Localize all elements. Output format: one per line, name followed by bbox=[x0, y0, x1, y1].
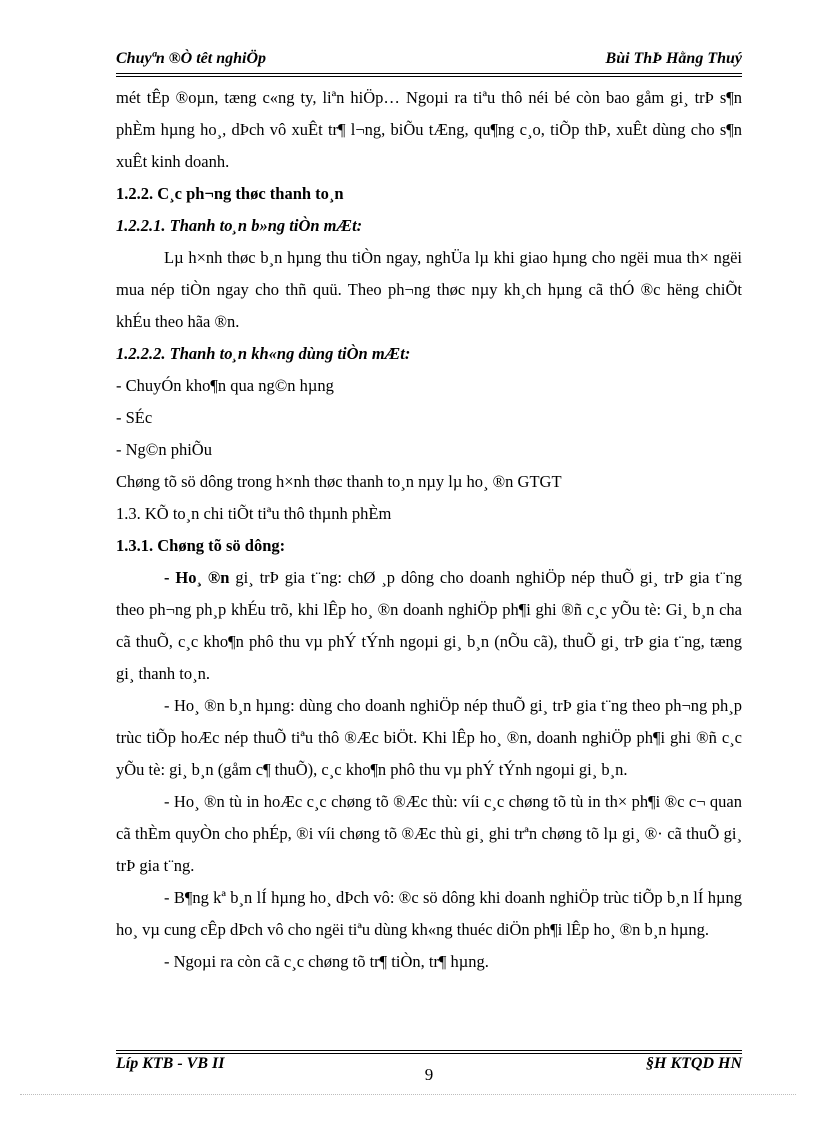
heading-1-2-2-2: 1.2.2.2. Thanh to¸n kh«ng dùng tiÒn mÆt: bbox=[116, 344, 411, 363]
footer-rule bbox=[116, 1050, 742, 1051]
heading-1-2-2: 1.2.2. C¸c ph¬ng thøc thanh to¸n bbox=[116, 184, 344, 203]
page-header bbox=[116, 50, 742, 72]
heading-1-2-2-1: 1.2.2.1. Thanh to¸n b»ng tiÒn mÆt: bbox=[116, 216, 363, 235]
header-author: Bùi ThÞ Hằng Thuý bbox=[605, 50, 742, 67]
page-number: 9 bbox=[424, 1065, 434, 1084]
header-rule bbox=[116, 73, 742, 74]
bullet-lead: - Ho¸ ®n bbox=[164, 568, 230, 587]
list-item: - SÉc bbox=[116, 408, 153, 427]
paragraph: Lµ h×nh thøc b¸n hµng thu tiÒn ngay, nghÜa lµ khi giao hµng cho ngëi mua th× ngëi mua nép tiÒn ngay cho thñ quü. Theo ph¬ng thøc nµy kh¸ch hµng cã thÓ ®c hëng chiÕt khÉu theo hãa ®n. bbox=[116, 248, 742, 331]
page-body bbox=[116, 82, 742, 978]
bullet-paragraph: - Ho¸ ®n b¸n hµng: dùng cho doanh nghiÖp nép thuÕ gi¸ trÞ gia t¨ng theo ph¬ng ph¸p trùc tiÕp hoÆc nép thuÕ tiªu thô ®Æc biÖt. Khi lÊp ho¸ ®n, doanh nghiÖp ph¶i ghi ®ñ c¸c yÕu tè: gi¸ b¸n (gåm c¶ thuÕ), c¸c kho¶n phô thu vµ phÝ tÝnh ngoµi gi¸ b¸n. bbox=[116, 696, 742, 779]
bullet-paragraph bbox=[116, 562, 742, 690]
footer-university: §H KTQD HN bbox=[646, 1055, 742, 1072]
footer-rule-2 bbox=[116, 1053, 742, 1054]
paragraph: mét tÊp ®oµn, tæng c«ng ty, liªn hiÖp… Ngoµi ra tiªu thô néi bé còn bao gåm gi¸ trÞ s¶n phÈm hµng ho¸, dÞch vô xuÊt tr¶ l¬ng, biÕu tÆng, qu¶ng c¸o, tiÕp thÞ, xuÊt dùng cho s¶n xuÊt kinh doanh. bbox=[116, 88, 742, 171]
list-item: - ChuyÓn kho¶n qua ng©n hµng bbox=[116, 376, 334, 395]
heading-1-3-1: 1.3.1. Chøng tõ sö dông: bbox=[116, 536, 286, 555]
footer-class: Líp KTB - VB II bbox=[116, 1055, 225, 1072]
header-title: Chuyªn ®Ò têt nghiÖp bbox=[116, 50, 267, 67]
bullet-paragraph: - Ngoµi ra còn cã c¸c chøng tõ tr¶ tiÒn, tr¶ hµng. bbox=[164, 952, 489, 971]
bullet-paragraph: - B¶ng kª b¸n lÍ hµng ho¸ dÞch vô: ®c sö dông khi doanh nghiÖp trùc tiÕp b¸n lÍ hµng ho¸ vµ cung cÊp dÞch vô cho ngëi tiªu dùng kh«ng thuéc diÖn ph¶i lÊp ho¸ ®n b¸n hµng. bbox=[116, 888, 742, 939]
heading-1-3: 1.3. KÕ to¸n chi tiÕt tiªu thô thµnh phÈm bbox=[116, 504, 392, 523]
list-item: - Ng©n phiÕu bbox=[116, 440, 212, 459]
bullet-text: gi¸ trÞ gia t¨ng: chØ ¸p dông cho doanh nghiÖp nép thuÕ gi¸ trÞ gia t¨ng theo ph¬ng ph¸p khÉu trõ, khi lÊp ho¸ ®n doanh nghiÖp ph¶i ghi ®ñ c¸c yÕu tè: Gi¸ b¸n cha cã thuÕ, c¸c kho¶n phô thu vµ phÝ tÝnh ngoµi gi¸ b¸n (nÕu cã), thuÕ gi¸ trÞ gia t¨ng, tæng gi¸ thanh to¸n. bbox=[116, 568, 743, 683]
page-edge-divider bbox=[20, 1094, 796, 1095]
page-footer bbox=[116, 1055, 742, 1084]
header-rule-2 bbox=[116, 76, 742, 77]
paragraph: Chøng tõ sö dông trong h×nh thøc thanh to¸n nµy lµ ho¸ ®n GTGT bbox=[116, 472, 562, 491]
bullet-paragraph: - Ho¸ ®n tù in hoÆc c¸c chøng tõ ®Æc thù: víi c¸c chøng tõ tù in th× ph¶i ®c c¬ quan cã thÈm quyÒn cho phÉp, ®i víi chøng tõ ®Æc thù gi¸ ghi trªn chøng tõ lµ gi¸ ®· cã thuÕ gi¸ trÞ gia t¨ng. bbox=[116, 792, 742, 875]
